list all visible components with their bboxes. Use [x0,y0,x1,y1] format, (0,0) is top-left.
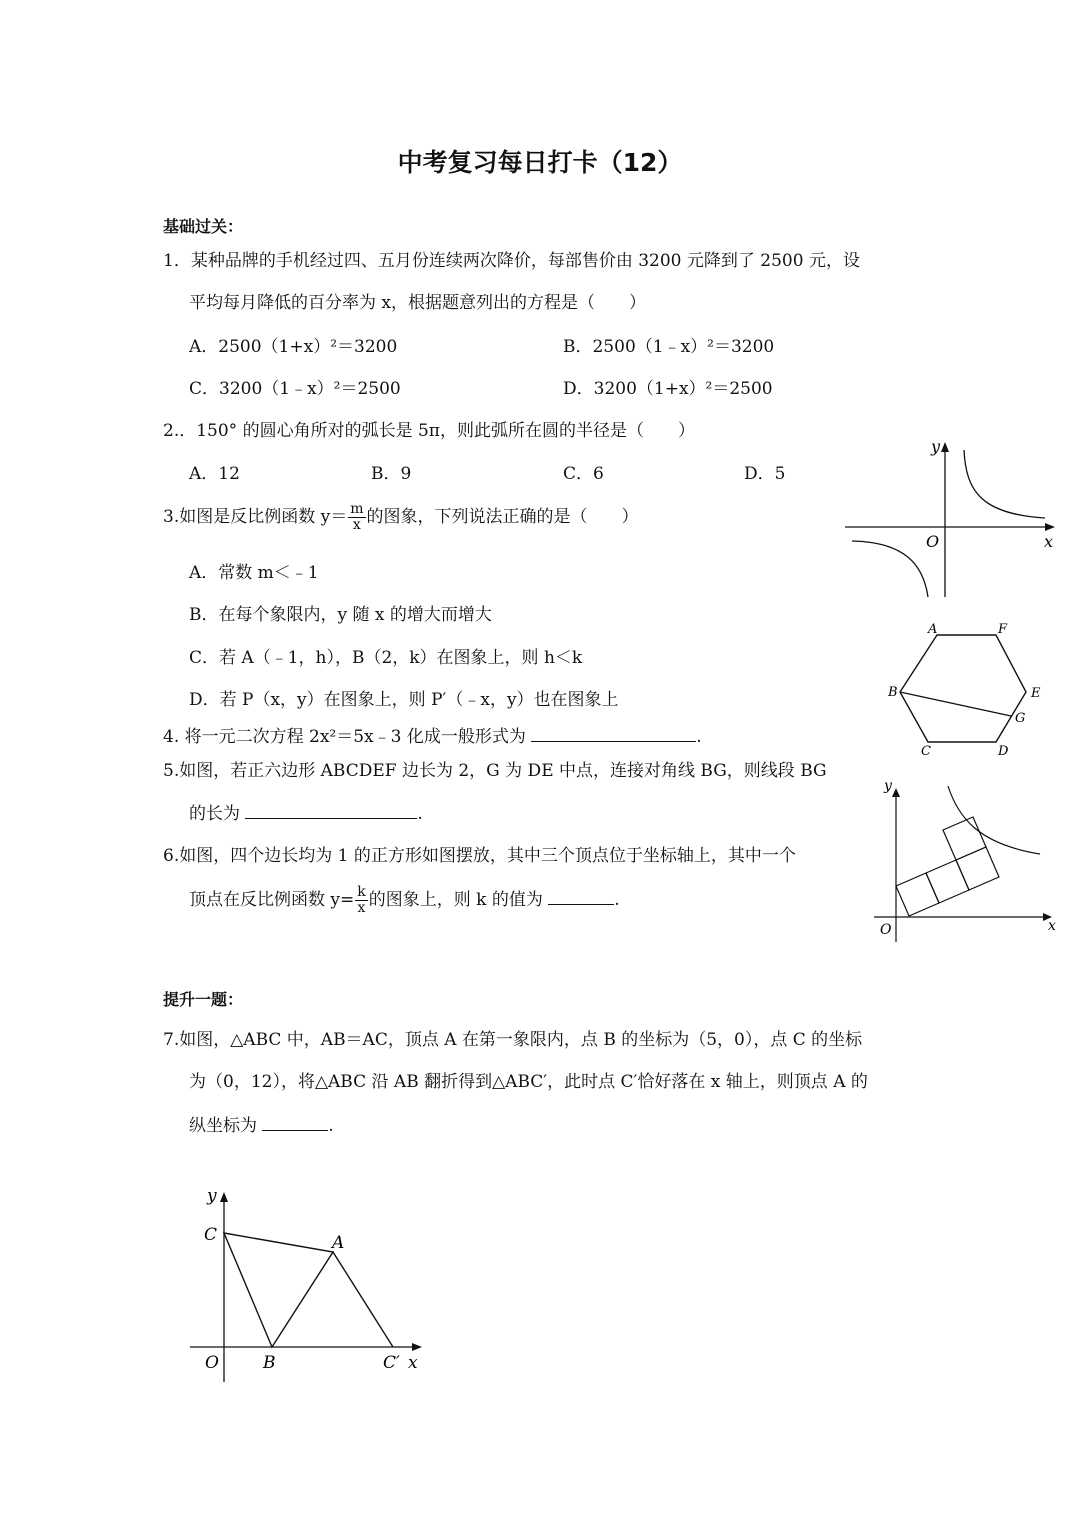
triangle-label-o: O [205,1353,219,1373]
q6-answer-blank[interactable] [548,888,614,905]
q6-end: . [614,890,620,910]
q1-option-b: B．2500（1﹣x）²＝3200 [563,337,775,357]
section-basic: 基础过关： [163,217,244,236]
q2-stem: 2.．150° 的圆心角所对的弧长是 5π，则此弧所在圆的半径是（ ） [163,421,695,441]
page-title: 中考复习每日打卡（12） [397,148,683,177]
q2-option-c: C．6 [563,464,604,484]
q4-stem-text: 4. 将一元二次方程 2x²＝5x﹣3 化成一般形式为 [163,727,526,747]
hexagon-label-c: C [921,744,931,759]
q6-line1: 6.如图，四个边长均为 1 的正方形如图摆放，其中三个顶点位于坐标轴上，其中一个 [163,846,796,866]
q7-line1: 7.如图，△ABC 中，AB＝AC，顶点 A 在第一象限内，点 B 的坐标为（5，0），点 C 的坐标 [163,1030,863,1050]
q4-end: . [696,727,702,747]
q7-line3-text: 纵坐标为 [189,1116,257,1136]
q4-answer-blank[interactable] [531,725,696,742]
q3-stem [163,502,639,533]
q1-option-c: C．3200（1﹣x）²＝2500 [189,379,401,399]
q7-line3 [189,1114,334,1137]
hyperbola-branch-1 [964,450,1045,518]
q2-option-d: D．5 [744,464,786,484]
q5-line2 [189,802,423,825]
hyperbola-x-arrow [1045,523,1055,531]
squares-hyperbola [948,786,1040,854]
segment-ac-prime [333,1252,393,1347]
hyperbola-label-x: x [1044,532,1054,551]
q2-option-a: A．12 [189,464,240,484]
triangle-abc [224,1233,333,1347]
q1-option-a: A．2500（1+x）²＝3200 [189,337,398,357]
q5-end: . [417,804,423,824]
q4-stem [163,725,702,748]
triangle-y-arrow [220,1192,228,1202]
q3-option-b: B．在每个象限内，y 随 x 的增大而增大 [189,605,492,625]
triangle-label-b: B [263,1353,276,1373]
triangle-label-c: C [204,1225,218,1245]
square-3 [956,847,999,890]
hexagon-label-e: E [1031,686,1041,701]
hyperbola-y-arrow [941,442,949,452]
q5-line2-text: 的长为 [189,804,240,824]
triangle-label-c-prime: C′ [383,1353,400,1373]
q1-option-d: D．3200（1+x）²＝2500 [563,379,773,399]
squares-label-y: y [884,778,892,794]
hexagon-diagonal-bg [900,692,1011,716]
hexagon-label-d: D [998,744,1009,759]
hexagon-figure [884,618,1046,760]
q5-line1: 5.如图，若正六边形 ABCDEF 边长为 2，G 为 DE 中点，连接对角线 BG，则线段 BG [163,761,827,781]
hexagon-label-a: A [928,622,938,637]
triangle-label-y: y [207,1186,217,1206]
q1-line1: 1．某种品牌的手机经过四、五月份连续两次降价，每部售价由 3200 元降到了 2500 元，设 [163,251,860,271]
q3-stem-after: 的图象，下列说法正确的是（ ） [366,507,639,527]
q6-line2-after: 的图象上，则 k 的值为 [368,890,543,910]
squares-label-o: O [880,922,892,938]
triangle-label-a: A [332,1233,345,1253]
square-4 [943,817,986,860]
q7-end: . [328,1116,334,1136]
hexagon-label-g: G [1015,711,1026,726]
q5-answer-blank[interactable] [245,802,417,819]
q6-line2-before: 顶点在反比例函数 y= [189,890,355,910]
q3-option-c: C．若 A（﹣1，h），B（2，k）在图象上，则 h＜k [189,648,583,668]
triangle-label-x: x [408,1353,418,1373]
square-2 [926,860,969,903]
hyperbola-branch-3 [852,541,928,597]
q7-line2: 为（0，12），将△ABC 沿 AB 翻折得到△ABC′，此时点 C′恰好落在 x 轴上，则顶点 A 的 [189,1072,868,1092]
hyperbola-figure [840,432,1062,602]
hyperbola-label-y: y [931,437,941,456]
q3-option-d: D．若 P（x，y）在图象上，则 P′（﹣x，y）也在图象上 [189,690,619,710]
q1-line2: 平均每月降低的百分率为 x，根据题意列出的方程是（ ） [189,293,646,313]
hexagon-label-b: B [888,685,898,700]
q6-line2 [189,885,620,916]
square-1 [896,873,939,916]
q7-answer-blank[interactable] [262,1114,328,1131]
q3-option-a: A．常数 m＜﹣1 [189,563,319,583]
triangle-figure [180,1180,430,1392]
q3-fraction [348,502,365,533]
section-advanced: 提升一题： [163,990,244,1009]
squares-y-arrow [892,788,900,797]
hexagon-label-f: F [998,622,1008,637]
q3-stem-before: 3.如图是反比例函数 y＝ [163,507,348,527]
squares-label-x: x [1048,918,1056,934]
q6-fraction-numerator: k [357,884,366,900]
hyperbola-label-o: O [926,532,940,551]
q2-option-b: B．9 [371,464,412,484]
hexagon-shape [900,635,1026,742]
squares-figure [868,772,1064,944]
q3-fraction-denominator: x [352,517,361,533]
q6-fraction-denominator: x [357,900,366,916]
q3-fraction-numerator: m [350,501,364,517]
q6-fraction [355,885,367,916]
triangle-x-arrow [412,1343,422,1351]
